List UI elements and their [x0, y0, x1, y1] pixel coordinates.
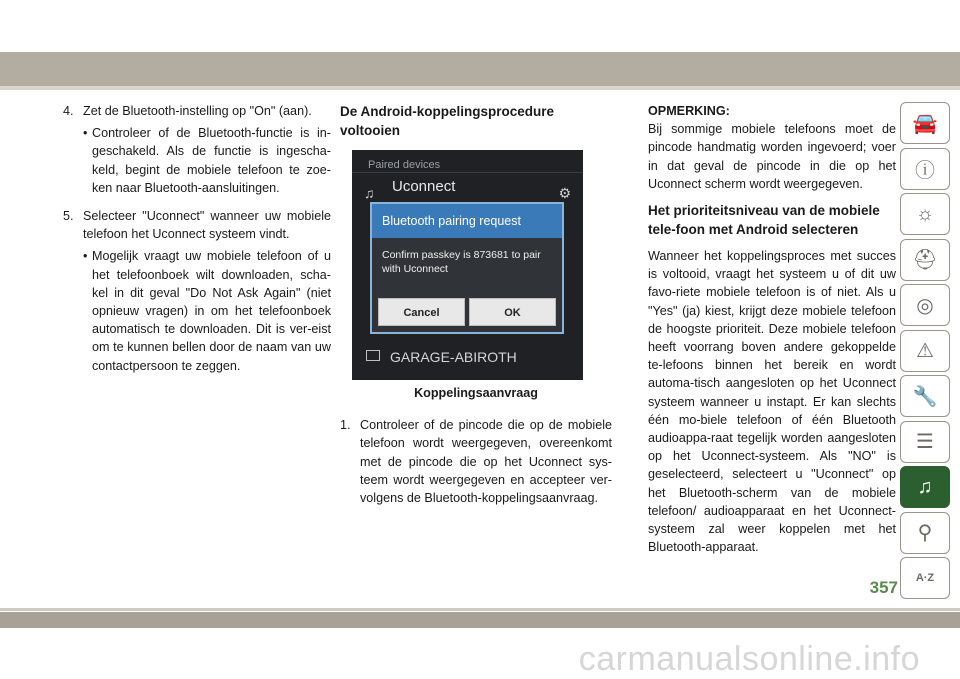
dialog-message: Confirm passkey is 873681 to pair with Uconnect	[382, 249, 541, 275]
header-rule	[0, 86, 960, 90]
dialog-buttons	[378, 298, 556, 326]
footer-bar	[0, 612, 960, 628]
checklist-gear-icon[interactable]: ☰	[900, 421, 950, 463]
car-info-icon[interactable]: ⓘ	[900, 148, 950, 190]
top-margin	[0, 0, 960, 52]
dialog-title: Bluetooth pairing request	[372, 204, 562, 238]
paired-device-garage[interactable]: GARAGE-ABIROTH	[390, 349, 517, 365]
steering-wheel-icon[interactable]: ◎	[900, 284, 950, 326]
step-number: 4.	[63, 104, 74, 118]
header-bar	[0, 52, 960, 86]
column-left	[63, 102, 331, 385]
alphabet-index-icon[interactable]: A·Z	[900, 557, 950, 599]
step-number: 1.	[340, 418, 351, 433]
paired-devices-header: Paired devices	[368, 159, 441, 171]
bullet-item	[83, 247, 331, 374]
section-heading: De Android-koppelingsprocedure voltooien	[340, 104, 555, 138]
seatbelt-airbag-icon[interactable]: ⛑	[900, 239, 950, 281]
bullet-item	[83, 124, 331, 197]
headset-icon: ♫	[364, 185, 375, 201]
car-wrench-icon[interactable]: 🔧	[900, 375, 950, 417]
cancel-button[interactable]: Cancel	[378, 298, 465, 326]
step-1	[340, 416, 612, 507]
pairing-dialog	[370, 202, 564, 334]
watermark: carmanualsonline.info	[578, 640, 920, 678]
section-heading: Het prioriteitsniveau van de mobiele tele-foon met Android selecteren	[648, 203, 880, 238]
step-text: Zet de Bluetooth-instelling op "On" (aan).	[83, 104, 312, 118]
gear-icon[interactable]: ⚙	[558, 185, 571, 201]
warning-lights-icon[interactable]: ☼	[900, 193, 950, 235]
step-5	[63, 207, 331, 243]
bullet-dot-icon: •	[83, 126, 88, 141]
step-number: 5.	[63, 209, 74, 224]
note-text: Bij sommige mobiele telefoons moet de pincode handmatig worden ingevoerd; voer in dat geval de pincode in die op het Uconnect scherm wordt weergegeven.	[648, 122, 896, 191]
bullet-dot-icon: •	[83, 249, 88, 264]
column-right	[648, 102, 896, 564]
bullet-text: Mogelijk vraagt uw mobiele telefoon of u het telefoonboek wilt downloaden, scha-kel in dit geval "Do Not Ask Again" (niet opnieuw vragen) in om het telefoonboek automatisch te downloaden. Dit is ver-eist om te kunnen bellen door de naam van uw contactpersoon te zeggen.	[92, 249, 331, 373]
divider	[352, 172, 583, 173]
phone-screenshot	[352, 150, 583, 380]
step-text: Selecteer "Uconnect" wanneer uw mobiele telefoon het Uconnect systeem vindt.	[83, 209, 331, 242]
chapter-tabs	[900, 102, 952, 603]
body-paragraph: Wanneer het koppelingsproces met succes is voltooid, vraagt het systeem u of dit uw favo-riete mobiele telefoon is of niet. Als u "Yes" (ja) kiest, krijgt deze mobiele telefoon de hoogste prioriteit. Deze mobiele telefoon heeft voorrang boven andere gekoppelde te-lefoons binnen het bereik en wordt automa-tisch aangesloten op het Uconnect systeem wanneer u instapt. Er kan slechts één mo-biele telefoon of één Bluetooth audioappa-raat tegelijk worden aangesloten op het Uconnect-systeem. Als "NO" is geselecteerd, selecteert u "Uconnect" op het Bluetooth-scherm van de mobiele telefoon/ audioapparaat en het Uconnect-systeem zal weer koppelen met het Bluetooth-apparaat.	[648, 249, 896, 555]
ok-button[interactable]: OK	[469, 298, 556, 326]
step-4	[63, 102, 331, 120]
footer-rule	[0, 608, 960, 611]
note-label: OPMERKING:	[648, 104, 730, 118]
bullet-text: Controleer of de Bluetooth-functie is in-geschakeld. Als de functie is ingescha-keld, begint de mobiele telefoon te zoe-ken naar Bluetooth-aansluitingen.	[92, 126, 331, 195]
multimedia-music-icon[interactable]: ♫	[900, 466, 950, 508]
step-text: Controleer of de pincode die op de mobiele telefoon wordt weergegeven, overeenkomt met de pincode die op het Uconnect sys-teem wordt weergegeven en accepteer ver-volgens de Bluetooth-koppelingsaanvraag.	[360, 418, 612, 506]
paired-device-uconnect[interactable]: Uconnect	[392, 178, 456, 195]
magnifier-icon[interactable]: ⚲	[900, 512, 950, 554]
car-warning-icon[interactable]: ⚠	[900, 330, 950, 372]
figure-caption: Koppelingsaanvraag	[414, 386, 538, 400]
column-middle	[340, 102, 612, 511]
car-magnifier-icon[interactable]: 🚘	[900, 102, 950, 144]
laptop-icon	[366, 350, 380, 361]
page-number: 357	[869, 578, 898, 597]
